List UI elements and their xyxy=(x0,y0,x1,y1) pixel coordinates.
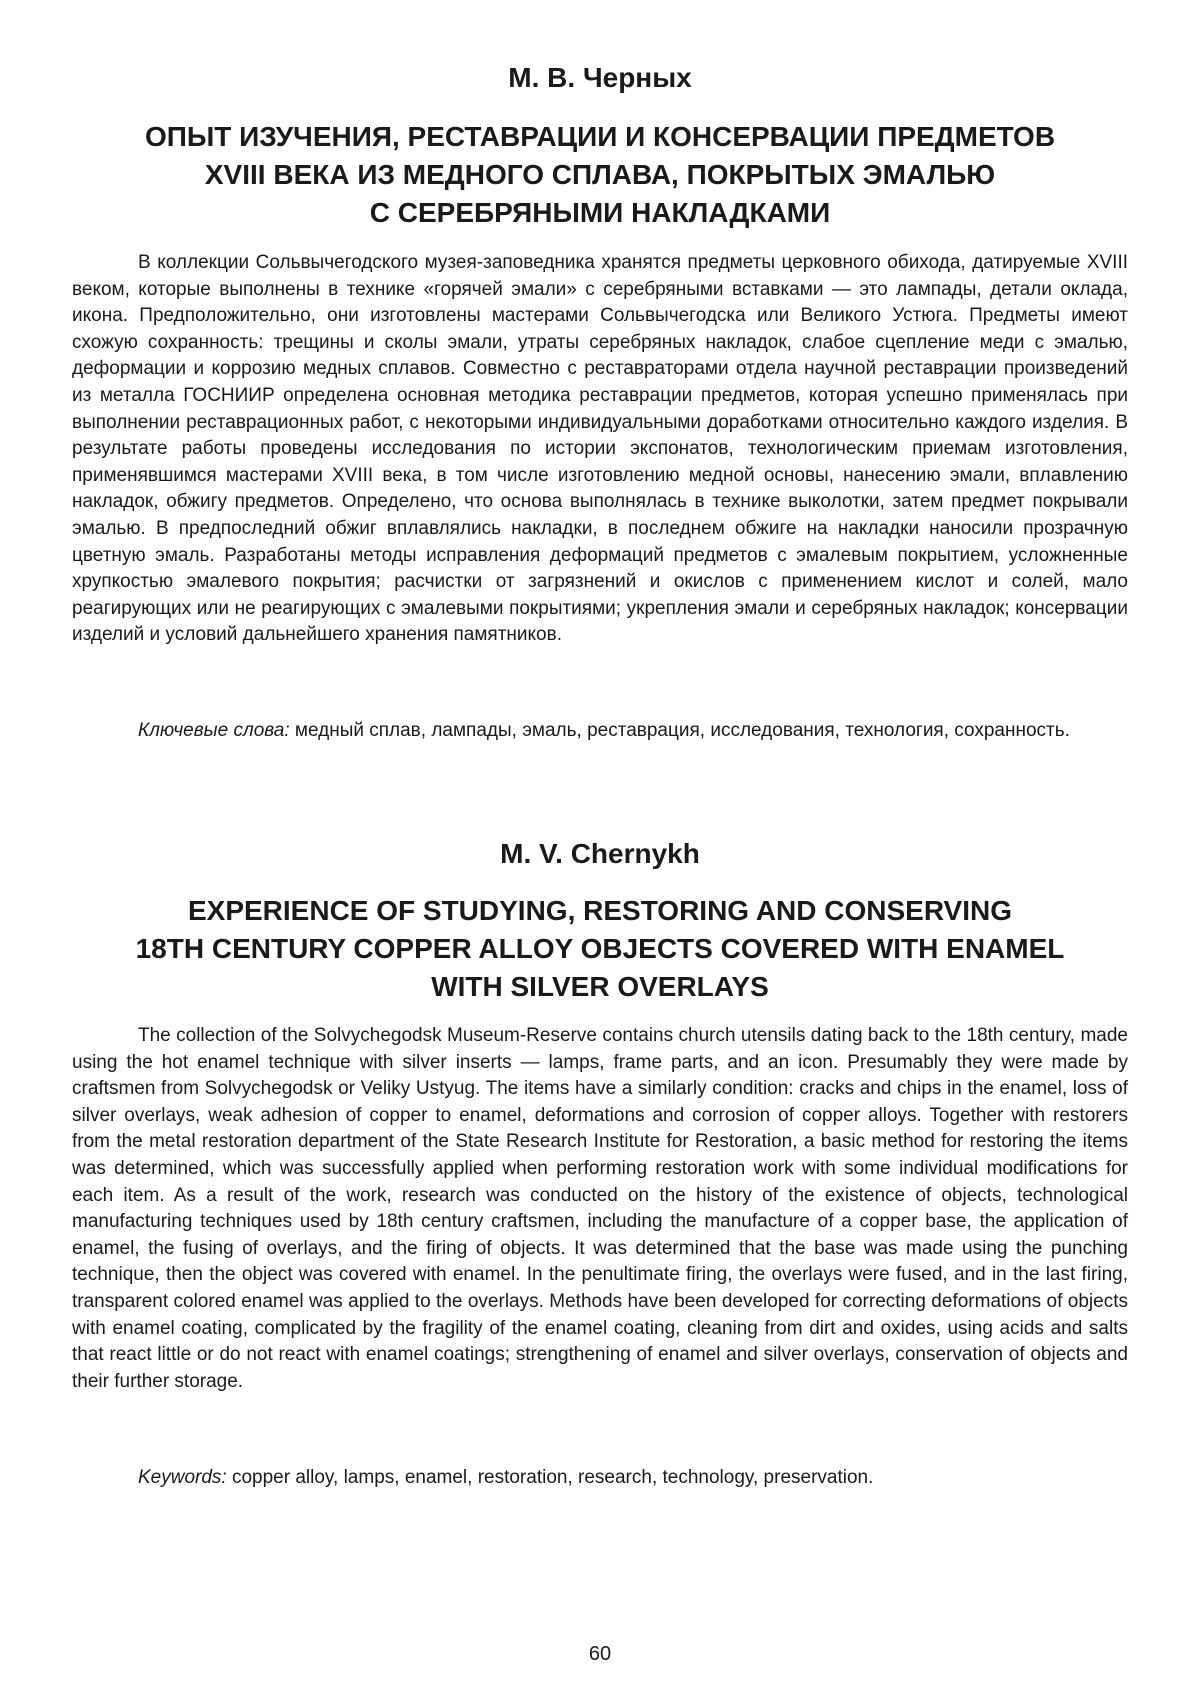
en-keywords-label: Keywords: xyxy=(138,1467,227,1488)
en-title-line: WITH SILVER OVERLAYS xyxy=(431,971,769,1002)
ru-title xyxy=(72,118,1128,232)
ru-title-line: С СЕРЕБРЯНЫМИ НАКЛАДКАМИ xyxy=(369,197,831,228)
ru-author: М. В. Черных xyxy=(508,62,692,93)
ru-keywords-label: Ключевые слова: xyxy=(138,720,290,741)
ru-title-line: ОПЫТ ИЗУЧЕНИЯ, РЕСТАВРАЦИИ И КОНСЕРВАЦИИ ПРЕДМЕТОВ xyxy=(144,121,1056,152)
en-author: M. V. Chernykh xyxy=(500,838,700,869)
ru-title-line: XVIII ВЕКА ИЗ МЕДНОГО СПЛАВА, ПОКРЫТЫХ ЭМАЛЬЮ xyxy=(204,159,996,190)
page-number: 60 xyxy=(588,1643,612,1665)
ru-keywords-text: медный сплав, лампады, эмаль, реставрация, исследования, технология, сохранность. xyxy=(289,720,1070,741)
ru-keywords xyxy=(72,718,1128,745)
en-abstract: The collection of the Solvychegodsk Museum-Reserve contains church utensils dating back to the 18th century, made using the hot enamel technique with silver inserts — lamps, frame parts, and an icon. Presumably they were made by craftsmen from Solvychegodsk or Veliky Ustyug. The items have a similarly condition: cracks and chips in the enamel, loss of silver overlays, weak adhesion of copper to enamel, deformations and corrosion of copper alloys. Together with restorers from the metal restoration department of the State Research Institute for Restoration, a basic method for restoring the items was determined, which was successfully applied when performing restoration work with some individual modifications for each item. As a result of the work, research was conducted on the history of the existence of objects, technological manufacturing techniques used by 18th century craftsmen, including the manufacture of a copper base, the application of enamel, the fusing of overlays, and the firing of objects. It was determined that the base was made using the punching technique, then the object was covered with enamel. In the penultimate firing, the overlays were fused, and in the last firing, transparent colored enamel was applied to the overlays. Methods have been developed for correcting deformations of objects with enamel coating, complicated by the fragility of the enamel coating, cleaning from dirt and oxides, using acids and salts that react little or do not react with enamel coatings; strengthening of enamel and silver overlays, conservation of objects and their further storage. xyxy=(72,1025,1128,1392)
en-title-line: EXPERIENCE OF STUDYING, RESTORING AND CONSERVING xyxy=(187,895,1013,926)
en-keywords-text: copper alloy, lamps, enamel, restoration, research, technology, preservation. xyxy=(226,1467,874,1488)
ru-abstract: В коллекции Сольвычегодского музея-заповедника хранятся предметы церковного обихода, датируемые XVIII веком, которые выполнены в технике «горячей эмали» с серебряными вставками — это лампады, детали оклада, икона. Предположительно, они изготовлены мастерами Сольвычегодска или Великого Устюга. Предметы имеют схожую сохранность: трещины и сколы эмали, утраты серебряных накладок, слабое сцепление меди с эмалью, деформации и коррозию медных сплавов. Совместно с реставраторами отдела научной реставрации произведений из металла ГОСНИИР определена основная методика реставрации предметов, которая успешно применялась при выполнении реставрационных работ, с некоторыми индивидуальными доработками относительно каждого изделия. В результате работы проведены исследования по истории экспонатов, технологическим приемам изготовления, применявшимся мастерами XVIII века, в том числе изготовлению медной основы, нанесению эмали, вплавлению накладок, обжигу предметов. Определено, что основа выполнялась в технике выколотки, затем предмет покрывали эмалью. В предпоследний обжиг вплавлялись накладки, в последнем обжиге на накладки наносили прозрачную цветную эмаль. Разработаны методы исправления деформаций предметов с эмалевым покрытием, усложненные хрупкостью эмалевого покрытия; расчистки от загрязнений и окислов с применением кислот и солей, мало реагирующих или не реагирующих с эмалевыми покрытиями; укрепления эмали и серебряных накладок; консервации изделий и условий дальнейшего хранения памятников. xyxy=(72,252,1128,646)
en-title xyxy=(72,892,1128,1006)
en-keywords xyxy=(72,1465,1128,1492)
en-title-line: 18TH CENTURY COPPER ALLOY OBJECTS COVERED WITH ENAMEL xyxy=(135,933,1065,964)
